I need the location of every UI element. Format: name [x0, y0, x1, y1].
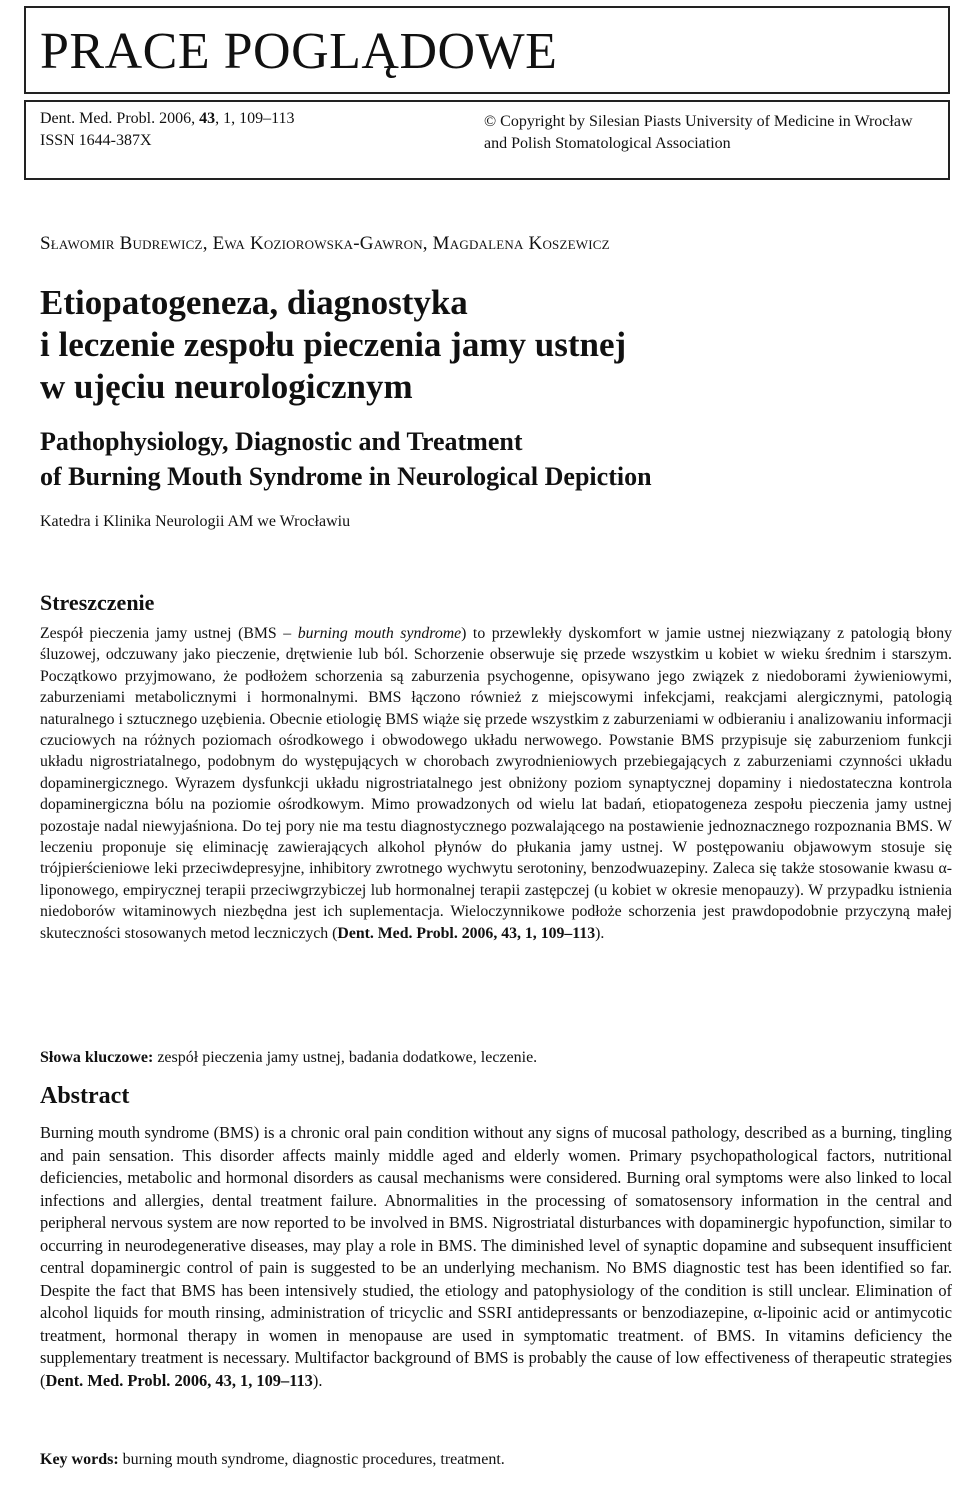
title-pl-line: i leczenie zespołu pieczenia jamy ustnej	[40, 325, 627, 364]
affiliation: Katedra i Klinika Neurologii AM we Wrocławiu	[40, 513, 351, 530]
journal-meta-box	[24, 100, 950, 180]
keywords-en-text: burning mouth syndrome, diagnostic procedures, treatment.	[118, 1451, 505, 1468]
keywords-pl-label: Słowa kluczowe:	[40, 1049, 154, 1066]
citation-line	[40, 108, 295, 130]
citation-suffix: , 1, 109–113	[215, 110, 295, 127]
keywords-en-label: Key words:	[40, 1451, 119, 1468]
streszczenie-heading: Streszczenie	[40, 590, 155, 615]
streszczenie-text	[40, 623, 952, 944]
keywords-english	[40, 1449, 952, 1470]
citation-block	[40, 108, 295, 152]
authors: Sławomir Budrewicz, Ewa Koziorowska-Gawron, Magdalena Koszewicz	[40, 233, 610, 254]
streszczenie-text-main: ) to przewlekły dyskomfort w jamie ustnej niezwiązany z patologią błony śluzowej, odczuwany jako pieczenie, drętwienie lub ból. Schorzenie obserwuje się przede wszystkim u kobiet w wieku średnim i starszym. Początkowo przyjmowano, że podłożem schorzenia są zaburzenia psychogenne, opisywano jego związek z niedoborami żywieniowymi, zaburzeniami metabolicznymi i hormonalnymi. BMS łączono również z miejscowymi infekcjami, reakcjami alergicznymi, patologią naturalnego i sztucznego uzębienia. Obecnie etiologię BMS wiąże się przede wszystkim z zaburzeniami w odbieraniu i analizowaniu informacji czuciowych na różnych poziomach ośrodkowego i obwodowego układu nerwowego. Powstanie BMS przypisuje się zaburzeniom funkcji układu nigrostriatalnego, podobnym do występujących w chorobach zwyrodnieniowych przebiegających z zaburzeniami czynności układu dopaminergicznego. Wyrazem dysfunkcji układu nigrostriatalnego jest obniżony poziom synaptycznej dopaminy i niedostateczna kontrola dopaminergiczna bólu na poziomie ośrodkowym. Mimo prowadzonych od wielu lat badań, etiopatogeneza zespołu pieczenia jamy ustnej pozostaje nadal niewyjaśniona. Do tej pory nie ma testu diagnostycznego pozwalającego na postawienie jednoznacznego rozpoznania BMS. W leczeniu proponuje się eliminację zawierających alkohol płynów do płukania jamy ustnej. W postępowaniu objawowym stosuje się trójpierścieniowe leki przeciwdepresyjne, inhibitory zwrotnego wychwytu serotoniny, benzodwuazepiny. Zaleca się także stosowanie kwasu α-liponowego, empirycznej terapii przeciwgrzybiczej lub hormonalnej terapii zastępczej (u kobiet w okresie menopauzy). W przypadku istnienia niedoborów witaminowych niezbędna jest ich suplementacja. Wieloczynnikowe podłoże schorzenia jest prawdopodobnie przyczyną małej skuteczności stosowanych metod leczniczych (	[40, 625, 953, 942]
title-en-line: of Burning Mouth Syndrome in Neurological Depiction	[40, 462, 652, 491]
citation-prefix: Dent. Med. Probl. 2006,	[40, 110, 200, 127]
streszczenie-italic-term: burning mouth syndrome	[297, 625, 462, 642]
streszczenie-text-end: ).	[595, 924, 605, 942]
streszczenie-citation: Dent. Med. Probl. 2006, 43, 1, 109–113	[337, 924, 596, 942]
streszczenie-text-start: Zespół pieczenia jamy ustnej (BMS –	[40, 625, 298, 642]
issn: ISSN 1644-387X	[40, 132, 152, 149]
abstract-heading: Abstract	[40, 1083, 130, 1109]
title-en-line: Pathophysiology, Diagnostic and Treatment	[40, 427, 523, 456]
abstract-citation: Dent. Med. Probl. 2006, 43, 1, 109–113	[45, 1370, 313, 1390]
copyright-block	[484, 111, 940, 155]
copyright-line-2: and Polish Stomatological Association	[484, 135, 731, 152]
abstract-text-end: ).	[312, 1370, 323, 1390]
title-pl-line: w ujęciu neurologicznym	[40, 367, 413, 406]
title-pl-line: Etiopatogeneza, diagnostyka	[40, 283, 468, 322]
abstract-text	[40, 1122, 952, 1392]
citation-volume: 43	[199, 110, 216, 127]
article-title-english	[40, 424, 940, 494]
section-title: PRACE POGLĄDOWE	[40, 23, 558, 80]
abstract-text-main: Burning mouth syndrome (BMS) is a chronic oral pain condition without any signs of mucosal pathology, described as a burning, tingling and pain sensation. This disorder affects mainly middle aged and elderly women. Primary psychopathological factors, nutritional deficiencies, metabolic and hormonal disorders as causal mechanisms were considered. Burning oral symptoms were also linked to local infections and allergies, dental treatment failure. Abnormalities in the processing of somatosensory information in the central and peripheral nervous system are now reported to be involved in BMS. Nigrostriatal disturbances with dopaminergic hypofunction, similar to occurring in neurodegenerative diseases, may play a role in BMS. The diminished level of synaptic dopamine and subsequent insufficient central dopaminergic control of pain is suggested to be an underlying mechanism. No BMS diagnostic test has been identified so far. Despite the fact that BMS has been intensively studied, the etiology and patophysiology of the condition is still unclear. Elimination of alcohol liquids for mouth rinsing, administration of tricyclic and SSRI antidepressants or benzodiazepine, α-lipoinic acid or antimycotic treatment, hormonal therapy in women in menopause are used in symptomatic treatment. of BMS. In vitamins deficiency the supplementary treatment is necessary. Multifactor background of BMS is probably the cause of low effectiveness of therapeutic strategies (	[40, 1123, 952, 1390]
keywords-polish	[40, 1047, 952, 1068]
section-header-box	[24, 6, 950, 94]
keywords-pl-text: zespół pieczenia jamy ustnej, badania dodatkowe, leczenie.	[153, 1049, 538, 1066]
article-title-polish	[40, 282, 940, 408]
copyright-line-1: © Copyright by Silesian Piasts University of Medicine in Wrocław	[484, 113, 913, 130]
